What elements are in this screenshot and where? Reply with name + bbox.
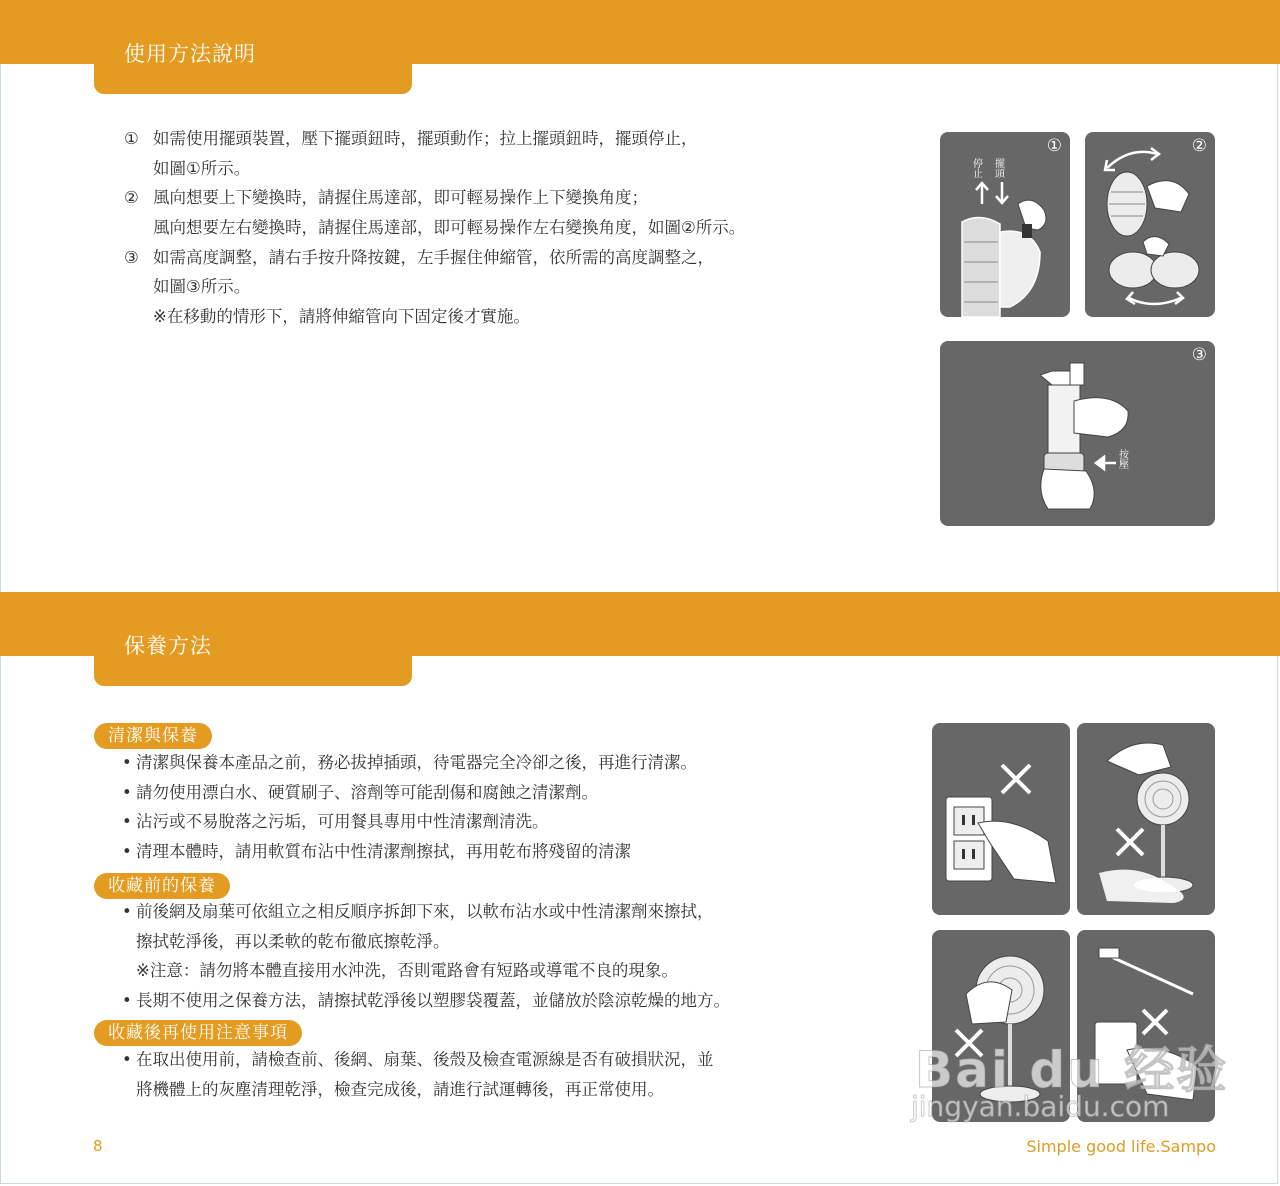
figure-no-pull-cord [1077, 930, 1215, 1122]
cross-icon [1117, 829, 1143, 855]
water-spray-illustration [1077, 723, 1215, 915]
list-item: • 前後網及扇葉可依組立之相反順序拆卸下來，以軟布沾水或中性清潔劑來擦拭， [122, 902, 714, 921]
usage-instructions [124, 124, 884, 332]
watermark-url: jingyan.baidu.com [911, 1090, 1170, 1123]
list-item: • 清理本體時，請用軟質布沾中性清潔劑擦拭，再用乾布將殘留的清潔 [122, 842, 631, 862]
wet-hand-plug-illustration [932, 723, 1070, 915]
label-swing: 擺頭 [992, 158, 1004, 178]
list-item: 擦拭乾淨後，再以柔軟的乾布徹底擦乾淨。 [136, 931, 450, 951]
instruction-line: 如圖①所示。 [153, 158, 251, 178]
subheading-storage-care: 收藏前的保養 [94, 873, 230, 899]
figure-angle-adjust: ② [1085, 132, 1215, 317]
reuse-notes-list [122, 1045, 882, 1104]
figure-no-wet-wipe [932, 930, 1070, 1122]
cross-icon [1002, 765, 1030, 793]
figure-swing-button: ① 停止 擺頭 [940, 132, 1070, 317]
list-item-note: ※注意：請勿將本體直接用水沖洗，否則電路會有短路或導電不良的現象。 [136, 961, 678, 981]
section-title-usage: 使用方法說明 [124, 42, 256, 66]
figure-no-water-spray [1077, 723, 1215, 915]
up-arrow-icon [976, 183, 988, 204]
list-item: • 沾污或不易脫落之污垢，可用餐具專用中性清潔劑清洗。 [122, 812, 549, 832]
list-item: • 清潔與保養本產品之前，務必拔掉插頭，待電器完全冷卻之後，再進行清潔。 [122, 753, 697, 772]
brand-slogan: Simple good life.Sampo [1026, 1137, 1216, 1156]
down-arrow-icon [996, 182, 1008, 203]
watermark-logo-text: Bai du 经验 [915, 1041, 1229, 1099]
angle-adjust-illustration [1085, 132, 1215, 317]
section-title-maintenance: 保養方法 [124, 634, 212, 658]
storage-care-list [122, 897, 882, 1016]
subheading-cleaning: 清潔與保養 [94, 723, 212, 749]
subheading-reuse-notes: 收藏後再使用注意事項 [94, 1020, 302, 1046]
left-arrow-icon [1096, 457, 1116, 469]
figure-height-adjust: ③ 按壓 [940, 341, 1215, 526]
instruction-line: ① 如需使用擺頭裝置，壓下擺頭鈕時，擺頭動作；拉上擺頭鈕時，擺頭停止， [124, 129, 698, 148]
label-press: 按壓 [1116, 449, 1128, 469]
pull-cord-illustration [1077, 930, 1215, 1122]
cross-icon [1143, 1010, 1167, 1034]
list-item: 將機體上的灰塵清理乾淨，檢查完成後，請進行試運轉後，再正常使用。 [136, 1079, 664, 1099]
instruction-line: ③ 如需高度調整，請右手按升降按鍵，左手握住伸縮管，依所需的高度調整之， [124, 247, 714, 267]
height-adjust-illustration [940, 341, 1215, 526]
instruction-line: 如圖③所示。 [153, 277, 251, 297]
cleaning-list [122, 748, 882, 867]
list-item: • 請勿使用漂白水、硬質刷子、溶劑等可能刮傷和腐蝕之清潔劑。 [122, 782, 598, 802]
list-item: • 長期不使用之保養方法，請擦拭乾淨後以塑膠袋覆蓋，並儲放於陰涼乾燥的地方。 [122, 991, 730, 1011]
instruction-line: ② 風向想要上下變換時，請握住馬達部，即可輕易操作上下變換角度； [124, 188, 648, 208]
wet-wipe-illustration [932, 930, 1070, 1122]
swing-button-illustration [940, 132, 1070, 317]
cross-icon [956, 1030, 982, 1056]
label-stop: 停止 [970, 158, 982, 178]
list-item: • 在取出使用前，請檢查前、後網、扇葉、後殼及檢查電源線是否有破損狀況，並 [122, 1050, 714, 1069]
page-number: 8 [93, 1137, 103, 1155]
instruction-note: ※在移動的情形下，請將伸縮管向下固定後才實施。 [153, 307, 530, 327]
instruction-line: 風向想要左右變換時，請握住馬達部，即可輕易操作左右變換角度，如圖②所示。 [153, 218, 746, 238]
figure-no-wet-plug [932, 723, 1070, 915]
